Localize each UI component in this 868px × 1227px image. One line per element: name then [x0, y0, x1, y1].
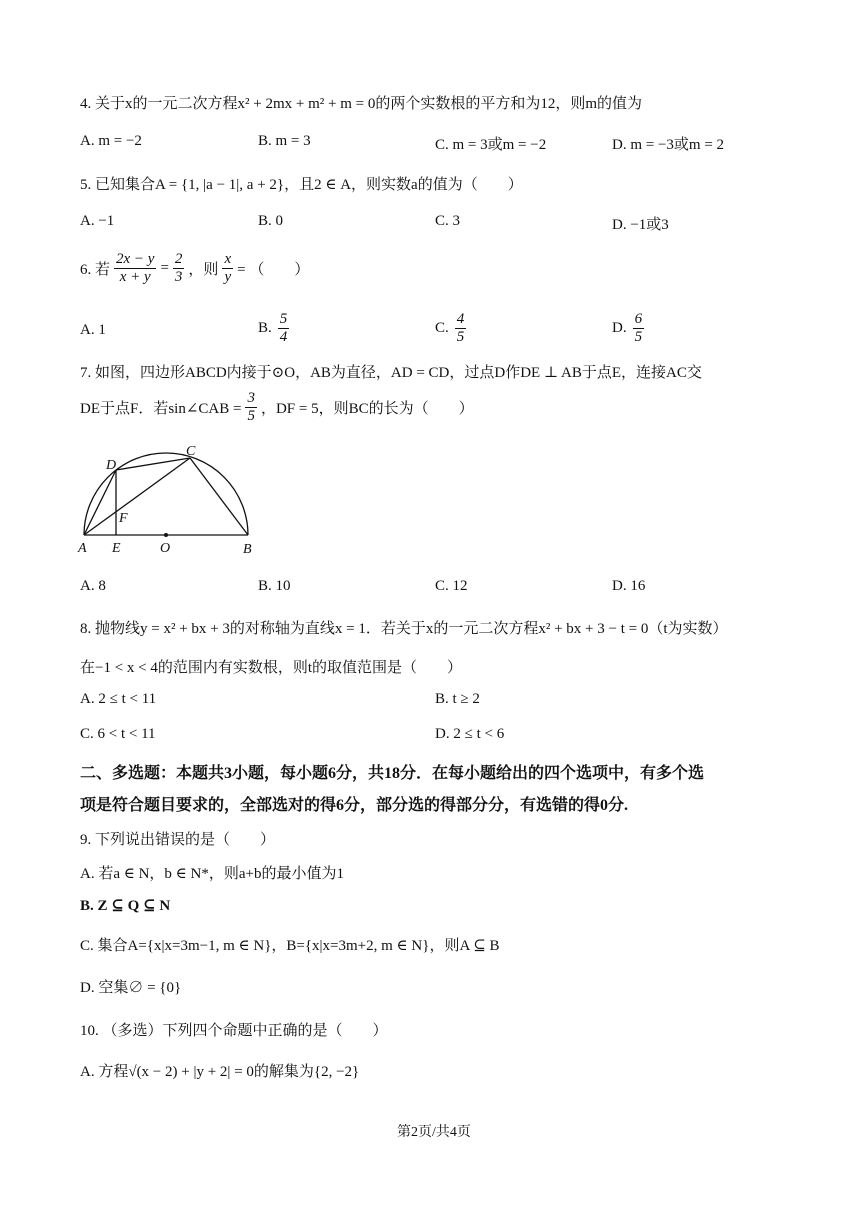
label-e: E [112, 541, 121, 556]
label-b: B [243, 542, 252, 557]
q8-option-a: A. 2 ≤ t < 11 [80, 691, 157, 707]
q7-fraction [245, 390, 257, 424]
q6-option-c-label: C. [435, 319, 449, 336]
q6-frac1-den: x + y [119, 268, 151, 285]
label-f: F [119, 511, 128, 526]
q9-option-c: C. 集合A={x|x=3m−1, m ∈ N}，B={x|x=3m+2, m ∈ N}，则A ⊆ B [80, 938, 500, 954]
q5-option-d: D. −1或3 [612, 217, 669, 233]
q6-option-a: A. 1 [80, 322, 106, 338]
label-d: D [106, 458, 117, 473]
label-o: O [160, 541, 171, 556]
q6-suffix: = （ ） [237, 261, 310, 278]
q6-c-den: 5 [456, 328, 465, 345]
q10-option-a: A. 方程√(x − 2) + |y + 2| = 0的解集为{2, −2} [80, 1064, 360, 1080]
q7-line-1: 7. 如图，四边形ABCD内接于⊙O，AB为直径，AD = CD，过点D作DE ⊥ AB于点E，连接AC交 [80, 365, 702, 381]
q6-frac3-den: y [224, 268, 232, 285]
q7-option-a: A. 8 [80, 578, 106, 594]
q7-line-2 [80, 390, 474, 424]
q6-c-num: 4 [456, 311, 465, 327]
q4-option-c: C. m = 3或m = −2 [435, 137, 547, 153]
q6-mid: ，则 [188, 261, 219, 278]
q6-b-num: 5 [279, 311, 288, 327]
q8-option-d: D. 2 ≤ t < 6 [435, 726, 505, 742]
q9-option-b: B. Z ⊆ Q ⊆ N [80, 898, 171, 914]
segment-ac [84, 458, 190, 535]
q8-line-2: 在−1 < x < 4的范围内有实数根，则t的取值范围是（ ） [80, 660, 463, 676]
q6-option-d-label: D. [612, 319, 627, 336]
q6-fraction-2 [173, 251, 185, 285]
q6-frac2-den: 3 [174, 268, 183, 285]
q6-option-c [435, 311, 466, 345]
q7-frac-num: 3 [247, 390, 255, 406]
label-c: C [186, 444, 196, 459]
q7-option-b: B. 10 [258, 578, 291, 594]
q9-option-d: D. 空集∅ = {0} [80, 980, 182, 996]
q7-frac-den: 5 [247, 407, 255, 424]
chord-cb [190, 458, 248, 535]
q7-geometry-figure [70, 440, 270, 560]
q6-prefix: 6. 若 [80, 261, 111, 278]
section-2-heading-line-2: 项是符合题目要求的，全部选对的得6分，部分选的得部分分，有选错的得0分. [80, 797, 629, 814]
q7-line-2b: ，DF = 5，则BC的长为（ ） [260, 400, 474, 417]
q6-frac1-num: 2x − y [116, 251, 155, 267]
q6-b-den: 4 [279, 328, 288, 345]
q6-fraction-1 [114, 251, 156, 285]
q6-equals: = [160, 259, 169, 276]
q6-frac3-num: x [224, 251, 232, 267]
q7-line-2a: DE于点F．若sin∠CAB = [80, 400, 242, 417]
label-a: A [78, 541, 87, 556]
q5-stem: 5. 已知集合A = {1, |a − 1|, a + 2}，且2 ∈ A，则实数a的值为（ ） [80, 177, 523, 193]
q5-option-c: C. 3 [435, 213, 461, 229]
q9-option-a: A. 若a ∈ N，b ∈ N*，则a+b的最小值为1 [80, 866, 344, 882]
q6-d-den: 5 [634, 328, 643, 345]
page-footer: 第2页/共4页 [397, 1125, 471, 1140]
center-point-o [164, 533, 168, 537]
q4-option-d: D. m = −3或m = 2 [612, 137, 725, 153]
chord-ad [84, 470, 116, 535]
q6-option-c-fraction [455, 311, 467, 345]
q5-option-a: A. −1 [80, 213, 115, 229]
q9-stem: 9. 下列说出错误的是（ ） [80, 832, 276, 848]
q6-option-d-fraction [633, 311, 645, 345]
q6-fraction-3 [222, 251, 233, 285]
q6-option-b-fraction [278, 311, 290, 345]
q5-option-b: B. 0 [258, 213, 284, 229]
q6-d-num: 6 [634, 311, 643, 327]
q6-option-b-label: B. [258, 319, 272, 336]
q10-stem: 10. （多选）下列四个命题中正确的是（ ） [80, 1023, 388, 1039]
q8-option-c: C. 6 < t < 11 [80, 726, 156, 742]
q8-line-1: 8. 抛物线y = x² + bx + 3的对称轴为直线x = 1．若关于x的一元二次方程x² + bx + 3 − t = 0（t为实数） [80, 621, 728, 637]
q6-option-d [612, 311, 644, 345]
q6-frac2-num: 2 [174, 251, 183, 267]
q4-option-a: A. m = −2 [80, 133, 142, 149]
q4-stem: 4. 关于x的一元二次方程x² + 2mx + m² + m = 0的两个实数根的平方和为12，则m的值为 [80, 96, 643, 112]
chord-dc [116, 458, 190, 470]
q6-option-b [258, 311, 289, 345]
q6-stem [80, 251, 309, 285]
q4-option-b: B. m = 3 [258, 133, 311, 149]
section-2-heading-line-1: 二、多选题：本题共3小题，每小题6分，共18分．在每小题给出的四个选项中，有多个选 [80, 765, 705, 782]
q7-option-d: D. 16 [612, 578, 646, 594]
q7-option-c: C. 12 [435, 578, 468, 594]
q8-option-b: B. t ≥ 2 [435, 691, 480, 707]
